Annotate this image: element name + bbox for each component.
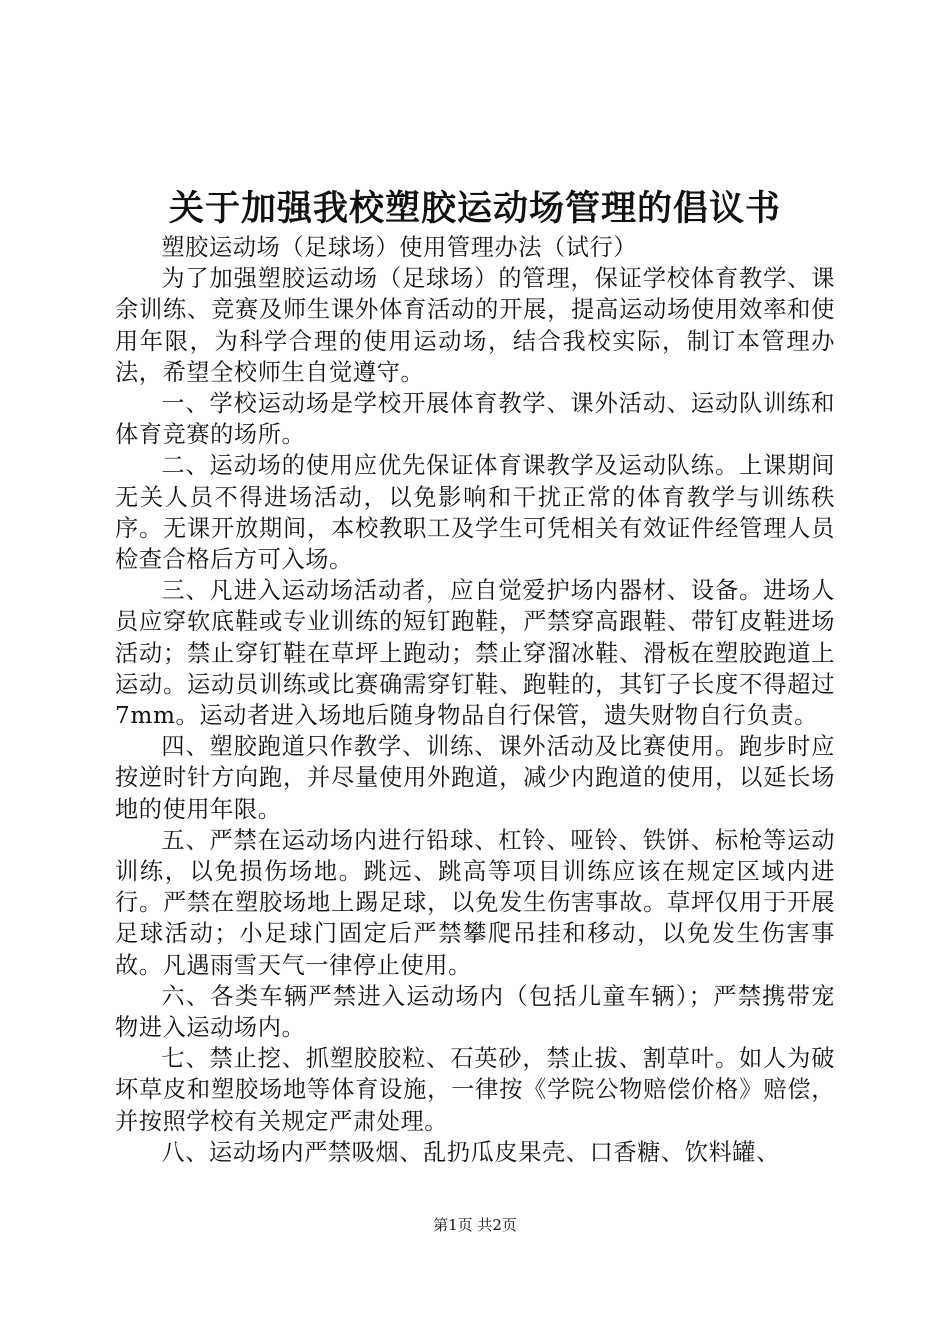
rule-paragraph-4: 四、塑胶跑道只作教学、训练、课外活动及比赛使用。跑步时应按逆时针方向跑，并尽量使用外跑道，减少内跑道的使用，以延长场地的使用年限。 — [115, 733, 835, 823]
rule-paragraph-7: 七、禁止挖、抓塑胶胶粒、石英砂，禁止拔、割草叶。如人为破坏草皮和塑胶场地等体育设施，一律按《学院公物赔偿价格》赔偿，并按照学校有关规定严肃处理。 — [115, 1045, 835, 1135]
page-footer: 第1页 共2页 — [433, 1216, 517, 1234]
rule-paragraph-8: 八、运动场内严禁吸烟、乱扔瓜皮果壳、口香糖、饮料罐、 — [161, 1138, 780, 1166]
document-body — [115, 232, 835, 1168]
rule-paragraph-5: 五、严禁在运动场内进行铅球、杠铃、哑铃、铁饼、标枪等运动训练，以免损伤场地。跳远、跳高等项目训练应该在规定区域内进行。严禁在塑胶场地上踢足球，以免发生伤害事故。草坪仅用于开展足球活动；小足球门固定后严禁攀爬吊挂和移动，以免发生伤害事故。凡遇雨雪天气一律停止使用。 — [115, 826, 835, 979]
rule-paragraph-3: 三、凡进入运动场活动者，应自觉爱护场内器材、设备。进场人员应穿软底鞋或专业训练的短钉跑鞋，严禁穿高跟鞋、带钉皮鞋进场活动；禁止穿钉鞋在草坪上跑动；禁止穿溜冰鞋、滑板在塑胶跑道上运动。运动员训练或比赛确需穿钉鞋、跑鞋的，其钉子长度不得超过7mm。运动者进入场地后随身物品自行保管，遗失财物自行负责。 — [115, 577, 835, 730]
rule-paragraph-6: 六、各类车辆严禁进入运动场内（包括儿童车辆）；严禁携带宠物进入运动场内。 — [115, 982, 835, 1042]
subtitle-paragraph: 塑胶运动场（足球场）使用管理办法（试行） — [161, 234, 638, 261]
rule-paragraph-1: 一、学校运动场是学校开展体育教学、课外活动、运动队训练和体育竞赛的场所。 — [115, 390, 835, 449]
intro-paragraph: 为了加强塑胶运动场（足球场）的管理，保证学校体育教学、课余训练、竞赛及师生课外体育活动的开展，提高运动场使用效率和使用年限，为科学合理的使用运动场，结合我校实际，制订本管理办法，希望全校师生自觉遵守。 — [115, 265, 835, 386]
rule-paragraph-2: 二、运动场的使用应优先保证体育课教学及运动队练。上课期间无关人员不得进场活动，以免影响和干扰正常的体育教学与训练秩序。无课开放期间，本校教职工及学生可凭相关有效证件经管理人员检查合格后方可入场。 — [115, 452, 835, 574]
document-title: 关于加强我校塑胶运动场管理的倡议书 — [168, 188, 781, 229]
